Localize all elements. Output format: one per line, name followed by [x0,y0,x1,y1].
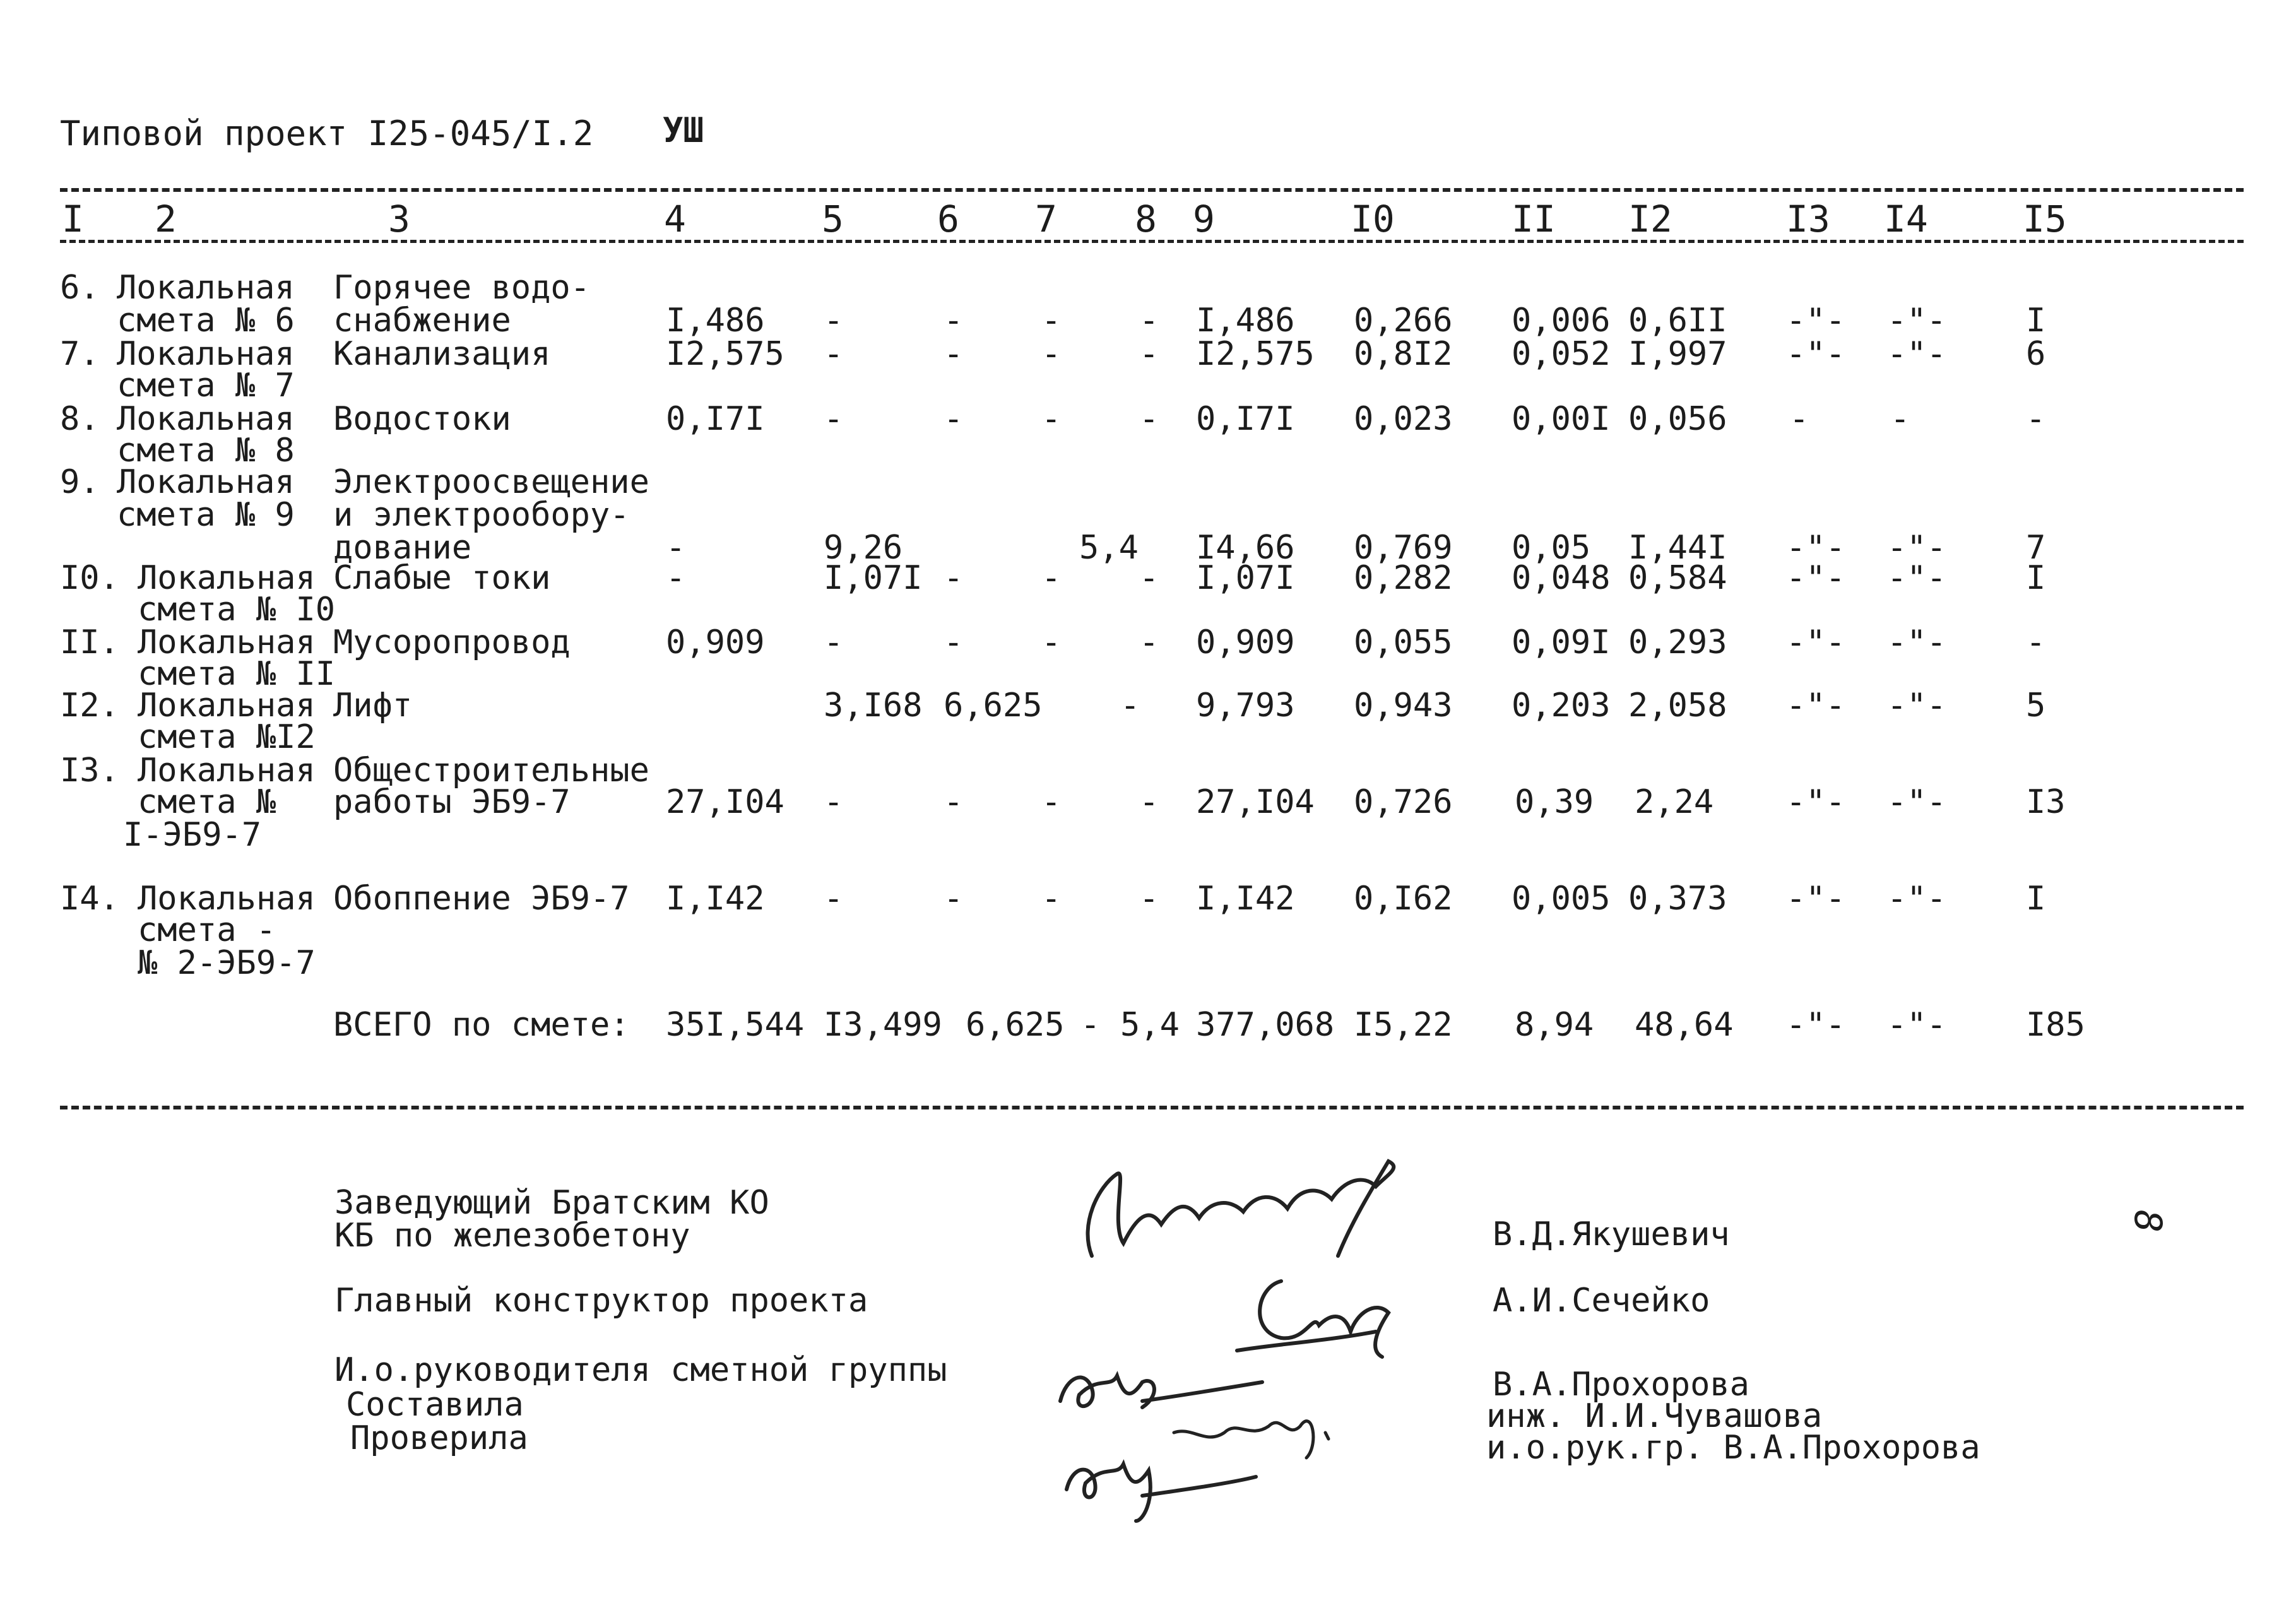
position-head: КБ по железобетону [334,1217,690,1255]
row-number: 7. [60,335,100,373]
cell-14: -"- [1887,624,1946,661]
cell-11: 0,203 [1512,687,1611,725]
cell-11: 0,052 [1512,335,1611,373]
total-5: I3,499 [824,1006,942,1044]
row-estimate-name: Локальная [117,335,295,373]
cell-5: 3,I68 [824,687,923,725]
cell-12: 2,058 [1628,687,1727,725]
col-14: I4 [1884,198,1928,240]
cell-12: I,997 [1628,335,1727,373]
cell-15: 5 [2026,687,2046,725]
cell-11: 0,09I [1512,624,1611,661]
cell-14: - [1890,400,1910,438]
total-4: 35I,544 [666,1006,805,1044]
total-label: ВСЕГО по смете: [333,1006,630,1044]
total-15: I85 [2026,1006,2085,1044]
col-1: I [62,198,84,240]
cell-7: - [1041,880,1062,918]
col-6: 6 [937,198,959,240]
cell-12: I,44I [1628,529,1727,567]
col-5: 5 [822,198,844,240]
cell-15: - [2026,400,2046,438]
cell-11: 0,006 [1512,302,1611,340]
cell-6: - [944,880,964,918]
header-rule [60,240,2244,243]
col-2: 2 [155,198,177,240]
cell-4: 27,I04 [666,783,784,821]
cell-13: -"- [1786,783,1845,821]
cell-7: - [1041,335,1062,373]
cell-5: 9,26 [824,529,903,567]
cell-9: I2,575 [1196,335,1315,373]
cell-8: - [1139,624,1159,661]
cell-9: 0,909 [1196,624,1295,661]
cell-12: 0,293 [1628,624,1727,661]
cell-6: 6,625 [944,687,1043,725]
cell-9: 9,793 [1196,687,1295,725]
position-chief-designer: Главный конструктор проекта [334,1282,868,1320]
cell-9: I,07I [1196,559,1295,597]
cell-9: I,I42 [1196,880,1295,918]
cell-9: 27,I04 [1196,783,1315,821]
row-number: 9. [60,463,100,501]
cell-6: - [944,302,964,340]
cell-8: - [1139,335,1159,373]
cell-13: -"- [1786,624,1845,661]
cell-5: - [824,302,844,340]
row-estimate-name: Локальная [138,687,316,725]
row-work-type: Обоппение ЭБ9-7 [333,880,630,918]
cell-10: 0,266 [1354,302,1453,340]
bottom-rule [60,1106,2244,1109]
col-15: I5 [2023,198,2067,240]
cell-8: - [1139,783,1159,821]
col-4: 4 [664,198,686,240]
margin-mark: 8 [2126,1209,2170,1233]
signer-name: А.И.Сечейко [1493,1282,1710,1320]
total-7: - [1080,1006,1101,1044]
row-work-type: Водостоки [333,400,511,438]
cell-12: 0,373 [1628,880,1727,918]
cell-10: 0,055 [1354,624,1453,661]
col-11: II [1512,198,1556,240]
total-13: -"- [1786,1006,1845,1044]
cell-7: - [1041,783,1062,821]
row-number: I4. [60,880,119,918]
total-11: 8,94 [1515,1006,1594,1044]
cell-5: - [824,783,844,821]
cell-4: 0,909 [666,624,765,661]
row-number: I2. [60,687,119,725]
row-estimate-name: смета № I0 [138,591,336,629]
signer-name: и.о.рук.гр. В.А.Прохорова [1486,1429,1980,1467]
cell-7: - [1041,624,1062,661]
col-13: I3 [1786,198,1830,240]
cell-8: 5,4 [1079,529,1139,567]
row-work-type: дование [333,529,472,567]
cell-4: - [666,559,686,597]
row-estimate-name: Локальная [138,559,316,597]
row-estimate-name: смета № [138,783,276,821]
signer-name: В.А.Прохорова [1493,1366,1749,1404]
row-estimate-name: Локальная [117,400,295,438]
cell-6: - [944,559,964,597]
top-rule [60,188,2244,192]
row-estimate-name: смета - [138,911,276,949]
signer-name: инж. И.И.Чувашова [1486,1397,1823,1435]
cell-6: - [944,783,964,821]
signer-name: В.Д.Якушевич [1493,1216,1730,1253]
cell-10: 0,282 [1354,559,1453,597]
cell-14: -"- [1887,559,1946,597]
row-estimate-name: № 2-ЭБ9-7 [138,944,316,982]
sheet-number: УШ [663,110,704,150]
cell-8: - [1139,559,1159,597]
cell-10: 0,I62 [1354,880,1453,918]
cell-11: 0,005 [1512,880,1611,918]
row-work-type: Слабые токи [333,559,551,597]
cell-5: I,07I [824,559,923,597]
cell-7: - [1041,559,1062,597]
cell-15: - [2026,624,2046,661]
cell-14: -"- [1887,529,1946,567]
position-checked: Проверила [350,1419,528,1457]
cell-14: -"- [1887,335,1946,373]
cell-6: - [944,335,964,373]
position-group-lead: И.о.руководителя сметной группы [334,1351,947,1389]
row-number: II. [60,624,119,661]
row-number: I3. [60,752,119,790]
cell-15: I [2026,302,2046,340]
cell-4: 0,I7I [666,400,765,438]
cell-4: I,I42 [666,880,765,918]
cell-9: I4,66 [1196,529,1295,567]
row-estimate-name: I-ЭБ9-7 [123,816,262,854]
row-work-type: Мусоропровод [333,624,571,661]
row-estimate-name: Локальная [138,752,316,790]
cell-5: - [824,880,844,918]
cell-13: -"- [1786,880,1845,918]
cell-15: I [2026,880,2046,918]
row-estimate-name: Локальная [138,624,316,661]
row-work-type: Лифт [333,687,413,725]
position-compiled: Составила [346,1386,524,1424]
cell-5: - [824,335,844,373]
cell-6: - [944,400,964,438]
row-number: I0. [60,559,119,597]
cell-10: 0,8I2 [1354,335,1453,373]
row-work-type: Электроосвещение [333,463,649,501]
row-work-type: Канализация [333,335,551,373]
cell-6: - [944,624,964,661]
row-estimate-name: смета №I2 [138,718,316,756]
cell-10: 0,943 [1354,687,1453,725]
total-10: I5,22 [1354,1006,1453,1044]
project-title: Типовой проект I25-045/I.2 [60,114,594,153]
cell-15: 6 [2026,335,2046,373]
row-work-type: и электрообору- [333,496,630,534]
row-work-type: Горячее водо- [333,269,590,307]
cell-14: -"- [1887,880,1946,918]
col-7: 7 [1035,198,1057,240]
handwritten-signature-3 [1048,1338,1401,1527]
cell-5: - [824,624,844,661]
cell-13: -"- [1786,529,1845,567]
cell-11: 0,00I [1512,400,1611,438]
row-work-type: работы ЭБ9-7 [333,783,571,821]
cell-8: - [1139,880,1159,918]
total-12: 48,64 [1635,1006,1734,1044]
cell-15: I3 [2026,783,2066,821]
col-3: 3 [388,198,410,240]
cell-4: - [666,529,686,567]
cell-8: - [1139,302,1159,340]
handwritten-signature-1 [1073,1149,1426,1275]
col-9: 9 [1193,198,1215,240]
row-estimate-name: Локальная [117,463,295,501]
total-6: 6,625 [966,1006,1065,1044]
cell-4: I,486 [666,302,765,340]
cell-13: -"- [1786,335,1845,373]
cell-13: -"- [1786,687,1845,725]
cell-11: 0,39 [1515,783,1594,821]
cell-13: -"- [1786,559,1845,597]
cell-4: I2,575 [666,335,784,373]
row-work-type: снабжение [333,302,511,340]
cell-8: - [1139,400,1159,438]
cell-15: 7 [2026,529,2046,567]
cell-5: - [824,400,844,438]
cell-13: -"- [1786,302,1845,340]
cell-14: -"- [1887,783,1946,821]
cell-8: - [1120,687,1140,725]
row-estimate-name: Локальная [138,880,316,918]
cell-12: 2,24 [1635,783,1714,821]
cell-10: 0,769 [1354,529,1453,567]
row-estimate-name: смета № 6 [117,302,295,340]
row-estimate-name: смета № 9 [117,496,295,534]
position-head: Заведующий Братским КО [334,1184,769,1222]
row-number: 8. [60,400,100,438]
col-12: I2 [1628,198,1672,240]
cell-11: 0,05 [1512,529,1591,567]
total-8: 5,4 [1120,1006,1180,1044]
cell-13: - [1789,400,1809,438]
cell-12: 0,6II [1628,302,1727,340]
row-number: 6. [60,269,100,307]
row-estimate-name: Локальная [117,269,295,307]
col-8: 8 [1135,198,1157,240]
col-10: I0 [1351,198,1395,240]
total-14: -"- [1887,1006,1946,1044]
cell-9: 0,I7I [1196,400,1295,438]
cell-7: - [1041,302,1062,340]
cell-10: 0,726 [1354,783,1453,821]
cell-12: 0,056 [1628,400,1727,438]
cell-9: I,486 [1196,302,1295,340]
cell-11: 0,048 [1512,559,1611,597]
row-estimate-name: смета № II [138,655,336,693]
cell-14: -"- [1887,302,1946,340]
cell-14: -"- [1887,687,1946,725]
cell-15: I [2026,559,2046,597]
cell-10: 0,023 [1354,400,1453,438]
cell-12: 0,584 [1628,559,1727,597]
row-work-type: Общестроительные [333,752,649,790]
row-estimate-name: смета № 8 [117,432,295,470]
total-9: 377,068 [1196,1006,1335,1044]
cell-7: - [1041,400,1062,438]
row-estimate-name: смета № 7 [117,367,295,405]
